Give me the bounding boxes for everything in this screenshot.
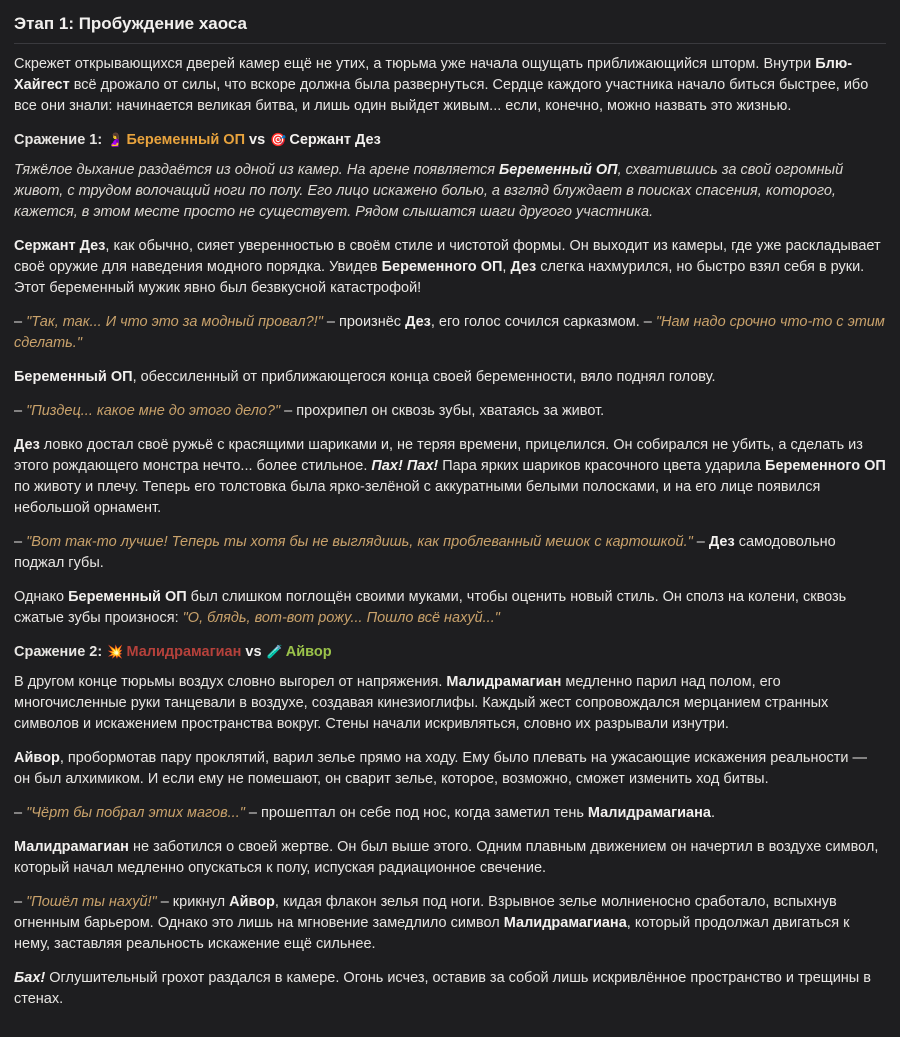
dialogue-quote: "Нам надо срочно что-то с этим сделать." bbox=[14, 313, 885, 351]
body-text: – крикнул bbox=[156, 894, 230, 911]
fighter-avatar-icon: 🎯 bbox=[270, 132, 287, 148]
fighter-name: Беременный ОП bbox=[126, 131, 245, 148]
dialogue-dash: – bbox=[14, 805, 27, 822]
entity-name: Дез bbox=[14, 436, 40, 453]
story-paragraph bbox=[14, 968, 886, 1010]
entity-name: Айвор bbox=[229, 894, 275, 911]
body-text: , схватившись за свой огромный живот, с трудом волочащий ноги по полу. Его лицо искажено болью, а взгляд блуждает в поисках спасения, которого, кажется, в этом месте просто не существует. Рядом слышатся шаги другого участника. bbox=[14, 161, 844, 220]
fighter-avatar-icon: 💥 bbox=[107, 644, 124, 660]
story-paragraph bbox=[14, 803, 886, 824]
dialogue-dash: – bbox=[14, 313, 27, 330]
body-text: Оглушительный грохот раздался в камере. Огонь исчез, оставив за собой лишь искривлённое пространство и трещины в стенах. bbox=[14, 970, 871, 1008]
entity-name: Малидрамагиана bbox=[587, 805, 711, 822]
story-paragraph bbox=[14, 587, 886, 629]
match-label: Сражение 2: bbox=[14, 643, 103, 660]
entity-name: Беременного ОП bbox=[381, 258, 503, 275]
body-text: . bbox=[710, 805, 715, 822]
fighter-avatar-icon: 🧪 bbox=[266, 644, 283, 660]
body-text: не заботился о своей жертве. Он был выше этого. Одним плавным движением он начертил в воздухе символ, который начал медленно опускаться к полу, испуская радиационное свечение. bbox=[14, 839, 879, 877]
entity-name: Беременный ОП bbox=[14, 368, 133, 385]
vs-label: vs bbox=[245, 643, 262, 660]
body-text: самодовольно поджал губы. bbox=[14, 533, 836, 571]
body-text: – произнёс bbox=[322, 313, 406, 330]
match-label: Сражение 1: bbox=[14, 131, 103, 148]
story-paragraph bbox=[14, 837, 886, 879]
body-text: , обессиленный от приближающегося конца своей беременности, вяло поднял голову. bbox=[132, 368, 716, 385]
body-text: Тяжёлое дыхание раздаётся из одной из камер. На арене появляется bbox=[14, 161, 500, 178]
body-text: , кидая флакон зелья под ноги. Взрывное зелье молниеносно сработало, вспыхнув огненным барьером. Однако это лишь на мгновение замедлило символ bbox=[14, 894, 837, 932]
dialogue-quote: "Чёрт бы побрал этих магов..." bbox=[26, 805, 245, 822]
entity-name: Малидрамагиан bbox=[446, 674, 562, 690]
dialogue-dash: – bbox=[14, 402, 27, 419]
body-text: медленно парил над полом, его многочисленные руки танцевали в воздухе, создавая кинезиоглифы. Каждый жест сопровождался мерцанием странных символов и искажением пространства вокруг. Стены начали искривляться, словно их разрывали изнутри. bbox=[14, 674, 829, 733]
body-text: В другом конце тюрьмы воздух словно выгорел от напряжения. bbox=[14, 674, 447, 690]
story-paragraph bbox=[14, 236, 886, 299]
entity-name: Дез bbox=[708, 533, 735, 550]
intro-paragraph bbox=[14, 54, 886, 117]
dialogue-quote: "Так, так... И что это за модный провал?!" bbox=[26, 313, 323, 330]
intro-text-post: всё дрожало от силы, что вскоре должна была развернуться. Сердце каждого участника начало биться быстрее, ибо все они знали: начинается великая битва, и лишь один выйдет живым... если, конечно, можно назвать это жизнью. bbox=[14, 76, 869, 114]
story-paragraph bbox=[14, 367, 886, 388]
entity-name: Беременного ОП bbox=[765, 457, 886, 474]
story-paragraph bbox=[14, 748, 886, 790]
body-text: , bbox=[502, 258, 511, 275]
entity-name: Айвор bbox=[14, 750, 60, 767]
body-text: Однако bbox=[14, 588, 69, 605]
story-paragraph bbox=[14, 312, 886, 354]
body-text: , как обычно, сияет уверенностью в своём стиле и чистотой формы. Он выходит из камеры, где уже раскладывает своё оружие для наведения модного порядка. Увидев bbox=[14, 237, 881, 275]
body-text: слегка нахмурился, но быстро взял себя в руки. Этот беременный мужик явно был безвкусной катастрофой! bbox=[14, 258, 865, 296]
dialogue-quote: "О, блядь, вот-вот рожу... Пошло всё нахуй..." bbox=[182, 609, 500, 626]
fighter-name: Малидрамагиан bbox=[126, 643, 242, 660]
dialogue-quote: "Пошёл ты нахуй!" bbox=[26, 894, 157, 911]
match-heading bbox=[14, 642, 886, 663]
entity-name: Дез bbox=[405, 313, 431, 330]
story-paragraph bbox=[14, 160, 886, 223]
entity-name: Беременный ОП bbox=[68, 588, 187, 605]
dialogue-quote: "Вот так-то лучше! Теперь ты хотя бы не выглядишь, как проблеванный мешок с картошкой." bbox=[26, 533, 693, 550]
fighter-avatar-icon: 🤰 bbox=[107, 132, 124, 148]
body-text: Пара ярких шариков красочного цвета ударила bbox=[438, 457, 766, 474]
entity-name: Беременный ОП bbox=[499, 161, 618, 178]
fighter-name: Айвор bbox=[285, 643, 332, 660]
body-text: , его голос сочился сарказмом. – bbox=[430, 313, 656, 330]
intro-text-pre: Скрежет открывающихся дверей камер ещё не утих, а тюрьма уже начала ощущать приближающийся шторм. Внутри bbox=[14, 55, 816, 72]
entity-name: Сержант Дез bbox=[14, 237, 106, 254]
story-paragraph bbox=[14, 892, 886, 955]
body-text: – прошептал он себе под нос, когда заметил тень bbox=[244, 805, 588, 822]
body-text: – bbox=[692, 533, 709, 550]
body-text: по животу и плечу. Теперь его толстовка была ярко-зелёной с аккуратными белыми полосками, и на его лице появился небольшой орнамент. bbox=[14, 478, 821, 516]
body-text: , пробормотав пару проклятий, варил зелье прямо на ходу. Ему было плевать на ужасающие искажения реальности — он был алхимиком. И если ему не помешают, он сварит зелье, которое, возможно, сможет изменить ход битвы. bbox=[14, 750, 868, 788]
entity-name: Дез bbox=[510, 258, 537, 275]
story-paragraph bbox=[14, 672, 886, 735]
entity-name: Малидрамагиан bbox=[14, 839, 129, 856]
dialogue-dash: – bbox=[14, 894, 27, 911]
match-heading bbox=[14, 130, 886, 151]
intro-text-bold: Блю-Хайгест bbox=[14, 55, 853, 93]
matches-container bbox=[14, 130, 886, 1011]
dialogue-quote: "Пиздец... какое мне до этого дело?" bbox=[26, 402, 281, 419]
body-text: , который продолжал двигаться к нему, заставляя реальность искажение ещё сильнее. bbox=[14, 915, 850, 953]
emphasis-text: Бах! bbox=[14, 970, 46, 987]
page-title: Этап 1: Пробуждение хаоса bbox=[14, 14, 248, 33]
emphasis-text: Пах! Пах! bbox=[371, 457, 439, 474]
entity-name: Малидрамагиана bbox=[503, 915, 627, 932]
story-paragraph bbox=[14, 435, 886, 519]
body-text: – прохрипел он сквозь зубы, хватаясь за живот. bbox=[280, 402, 605, 419]
body-text: был слишком поглощён своими муками, чтобы оценить новый стиль. Он сполз на колени, сквозь сжатые зубы произнося: bbox=[14, 588, 847, 626]
title-divider bbox=[14, 43, 886, 44]
story-paragraph bbox=[14, 532, 886, 574]
fighter-name: Сержант Дез bbox=[289, 131, 381, 148]
story-paragraph bbox=[14, 401, 886, 422]
dialogue-dash: – bbox=[14, 533, 27, 550]
body-text: ловко достал своё ружьё с красящими шариками и, не теряя времени, прицелился. Он собирался не убить, а сделать из этого рождающего монстра нечто... более стильное. bbox=[14, 436, 863, 474]
vs-label: vs bbox=[249, 131, 266, 148]
